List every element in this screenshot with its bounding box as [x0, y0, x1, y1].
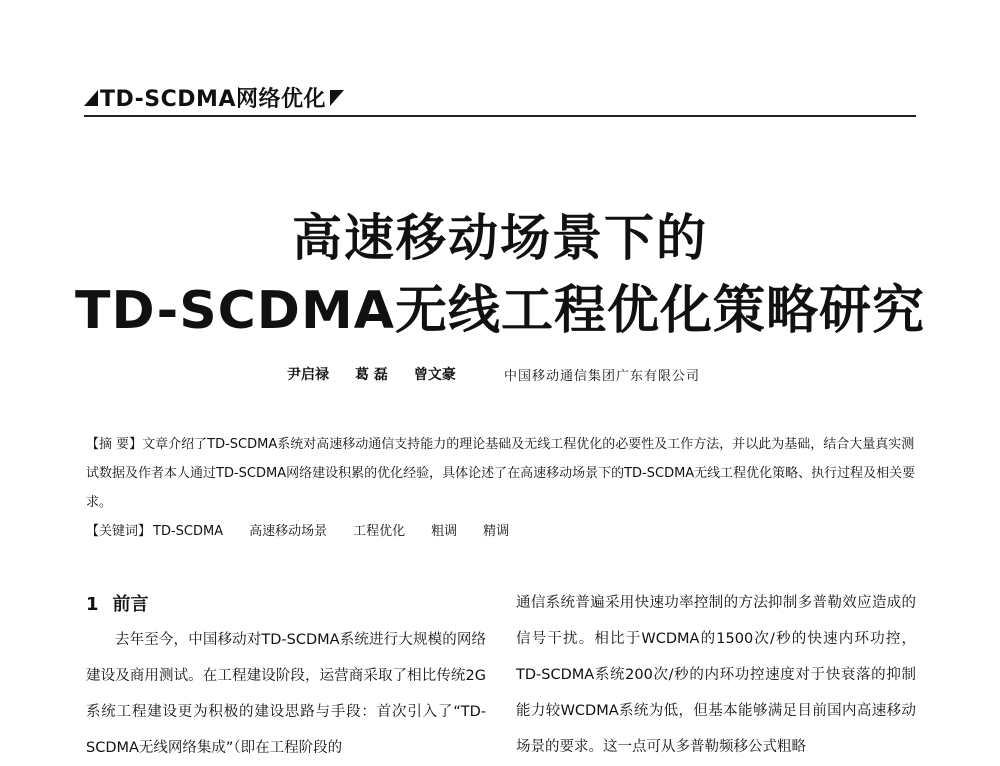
abstract-block [86, 430, 916, 546]
column-header [84, 82, 344, 113]
abstract-label: 【摘 要】 [86, 437, 143, 452]
abstract [86, 430, 916, 517]
section-heading [86, 592, 486, 618]
header-rule [84, 115, 916, 117]
author: 葛 磊 [355, 367, 388, 383]
right-column-text: 通信系统普遍采用快速功率控制的方法抑制多普勒效应造成的信号干扰。相比于WCDMA的1500次/秒的快速内环功控，TD-SCDMA系统200次/秒的内环功控速度对于快衰落的抑制能力较WCDMA系统为低，但基本能够满足目前国内高速移动场景的要求。这一点可从多普勒频移公式粗略 [516, 595, 916, 755]
right-column [516, 585, 916, 765]
authors [287, 364, 482, 384]
keyword: 精调 [483, 524, 510, 539]
section-number: 1 [86, 594, 99, 615]
column-title: TD-SCDMA网络优化 [100, 87, 326, 112]
keyword: 高速移动场景 [249, 524, 328, 539]
article-title-line1: 高速移动场景下的 [292, 209, 708, 267]
keyword: TD-SCDMA [153, 524, 224, 539]
author: 曾文豪 [413, 367, 456, 383]
section-title: 前言 [112, 594, 149, 615]
abstract-text: 文章介绍了TD-SCDMA系统对高速移动通信支持能力的理论基础及无线工程优化的必要性及工作方法，并以此为基础，结合大量真实测试数据及作者本人通过TD-SCDMA网络建设积累的优化经验，具体论述了在高速移动场景下的TD-SCDMA无线工程优化策略、执行过程及相关要求。 [86, 437, 916, 510]
triangle-right-icon [330, 90, 344, 106]
keyword: 工程优化 [353, 524, 406, 539]
triangle-left-icon [84, 90, 98, 106]
author: 尹启禄 [287, 367, 329, 383]
affiliation: 中国移动通信集团广东有限公司 [504, 369, 701, 384]
article-title-line2: TD-SCDMA无线工程优化策略研究 [75, 281, 925, 341]
left-column-text: 去年至今，中国移动对TD-SCDMA系统进行大规模的网络建设及商用测试。在工程建设阶段，运营商采取了相比传统2G系统工程建设更为积极的建设思路与手段：首次引入了“TD-SCDMA无线网络集成”（即在工程阶段的 [86, 632, 486, 756]
keyword: 粗调 [431, 524, 458, 539]
left-column [86, 592, 486, 766]
keywords-label: 【关键词】 [86, 524, 152, 539]
keywords [86, 517, 916, 546]
